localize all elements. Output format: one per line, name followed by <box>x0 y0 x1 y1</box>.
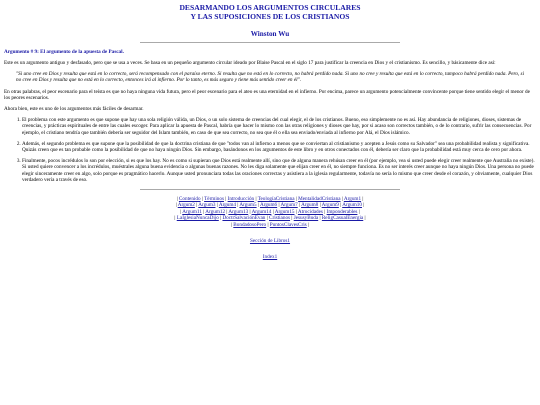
nav-link[interactable]: LaIglesiaNuncaDijo <box>176 215 219 222</box>
nav-row-5: | BondadosoPero | PuntosClavesCris | <box>230 221 310 228</box>
index-link-row <box>4 254 536 260</box>
seccion-libros-link[interactable]: Sección de Libros1 <box>249 238 291 245</box>
list-item: 2. Además, el segundo problema es que supone que la posibilidad de que la doctrina cristiana de que "todos van al infierno a menos que se conviertan al cristianismo y acepten a Jesús como su Salvador" sea una probabilidad realista y significativa. Quizás creen que es tan probable como la posibilidad de que no haya ningún Dios. Sin embargo, basándonos en los argumentos de este libro y en otros conectados con él, debería ser claro que la probabilidad está muy cerca de cero por ahora. <box>22 141 536 153</box>
rebuttal-list <box>4 117 536 183</box>
nav-link[interactable]: Argum2 <box>177 202 195 209</box>
nav-link[interactable]: Contenido <box>178 196 201 203</box>
nav-link[interactable]: Introducción <box>227 196 255 203</box>
nav-link[interactable]: Argum10 <box>342 202 362 209</box>
nav-link[interactable]: Argum6 <box>259 202 278 209</box>
nav-link[interactable]: Argum14 <box>251 208 272 215</box>
nav-link[interactable]: Argum9 <box>321 202 339 209</box>
nav-link[interactable]: Argum13 <box>228 208 249 215</box>
nav-link[interactable]: DoctrSalvaciónEvan <box>222 215 266 222</box>
nav-row-3: | Argum11 | Argum12 | Argum13 | Argum14 | Argum15 | Atrocidades | Imponderables | <box>180 208 360 215</box>
pascal-quote: "Si uno cree en Dios y resulta que está en lo correcto, será recompensado con el paraíso eterno. Si resulta que no está en lo correcto, no habrá perdido nada. Si uno no cree y resulta que está en lo correcto, tampoco habrá perdido nada. Pero, si no cree en Dios y resulta que no está en lo correcto, entonces irá al infierno. Por lo tanto, es más seguro y tiene más sentido creer en él". <box>16 71 525 84</box>
intro-paragraph: Este es un argumento antiguo y desfasado, pero que se usa a veces. Se basa en un pequeño argumento circular ideado por Blaise Pascal en el siglo 17 para justificar la creencia en Dios y el cristianismo. Es sencillo, y básicamente dice así: <box>4 60 496 66</box>
divider-bottom <box>140 189 400 190</box>
nav-link[interactable]: Argum15 <box>274 208 295 215</box>
title-line-2: Y LAS SUPOSICIONES DE LOS CRISTIANOS <box>190 12 350 21</box>
nav-link[interactable]: PuntosClavesCris <box>269 221 307 228</box>
title-line-1: DESARMANDO LOS ARGUMENTOS CIRCULARES <box>179 3 361 12</box>
nav-link[interactable]: Argum5 <box>239 202 257 209</box>
index-link[interactable]: Index1 <box>262 254 278 261</box>
nav-link[interactable]: Argum12 <box>205 208 226 215</box>
author-name: Winston Wu <box>250 30 290 38</box>
nav-row-2: | Argum2 | Argum3 | Argum4 | Argum5 | Argum6 | Argum7 | Argum8 | Argum9 | Argum10 | <box>175 202 365 209</box>
nav-link[interactable]: Términos <box>204 196 224 203</box>
nav-link[interactable]: Argum3 <box>198 202 216 209</box>
paragraph-2: En otras palabras, el peor escenario para el teísta es que no haya ninguna vida futura, pero el peor escenario para el ateo es una eternidad en el infierno. Por encima, parece un argumento potencialmente convincente porque tiene sentido elegir el menor de los peores escenarios. <box>4 88 530 101</box>
divider-top <box>140 42 400 43</box>
nav-link[interactable]: Argum8 <box>301 202 319 209</box>
nav-link[interactable]: Argum1 <box>343 196 362 203</box>
list-item: 1. El problema con este argumento es que supone que hay una sola religión válida, un Dios, o un solo sistema de creencias del cual elegir, el de los cristianos. Bueno, eso simplemente no es así. Hay abundancia de religiones, dioses, sistemas de creencias, y prácticas espirituales de entre las cuales escoger. Para aplicar la apuesta de Pascal, habría que hacer lo mismo con las otras religiones y dioses que hay, por si acaso son correctos también, o de lo contrario, sufrir las consecuencias. Por ejemplo, el cristiano tendría que también debería ser seguidor del Islam también, en caso de que sea correcto, no sea que él o ella sea enviado/enviada al infierno por Alá, el Dios islámico. <box>22 117 536 136</box>
seccion-link-row <box>4 238 536 244</box>
nav-link[interactable]: BondadosoPero <box>233 221 267 228</box>
paragraph-3: Ahora bien, este es uno de los argumentos más fáciles de desarmar. <box>4 106 144 113</box>
nav-link[interactable]: Atrocidades <box>297 208 323 215</box>
nav-link[interactable]: TeologíaCristiana <box>257 196 295 203</box>
nav-link[interactable]: Imponderables <box>326 208 358 215</box>
nav-link[interactable]: Cristianos <box>269 215 291 222</box>
page-title <box>4 3 536 21</box>
nav-link[interactable]: Argum4 <box>218 202 237 209</box>
nav-row-4: | LaIglesiaNuncaDijo | DoctrSalvaciónEvan | Cristianos | JesusyBuda | ReligCasualEnergia | <box>174 215 366 222</box>
link-navigation <box>4 196 536 228</box>
section-heading: Argumento # 9: El argumento de la apuesta de Pascal. <box>4 49 124 55</box>
nav-link[interactable]: ReligCasualEnergia <box>321 215 364 222</box>
nav-link[interactable]: JesusyBuda <box>293 215 319 222</box>
list-item: 3. Finalmente, pocos incrédulos lo son por elección, si es que los hay. No es como si supieran que Dios está realmente allí, sino que de alguna manera rehúsan creer en él (por ejemplo, vea si usted puede elegir creer realmente que Australia no existe). Si usted quiere convencer a los incrédulos, muéstrales alguna buena evidencia o algunas buenas razones. No les diga solamente que elijan creer en él, no siempre funciona. Es no ser interés creer aunque no haya ningún Dios. Una persona no puede elegir sinceramente creer en algo, solo porque es pragmático hacerlo. Aunque usted pronunciara todas las oraciones correctas y asistiera a la iglesia regularmente, todavía no sería lo mismo que creer desde el corazón, y obviamente, cualquier Dios verdadero vería a través de eso. <box>22 158 536 183</box>
nav-row-1: | Contenido | Términos | Introducción | TeologíaCristiana | MentalidadCristiana | Argum1 | <box>176 196 364 203</box>
nav-link[interactable]: MentalidadCristiana <box>298 196 341 203</box>
nav-link[interactable]: Argum7 <box>280 202 298 209</box>
nav-link[interactable]: Argum11 <box>182 208 202 215</box>
